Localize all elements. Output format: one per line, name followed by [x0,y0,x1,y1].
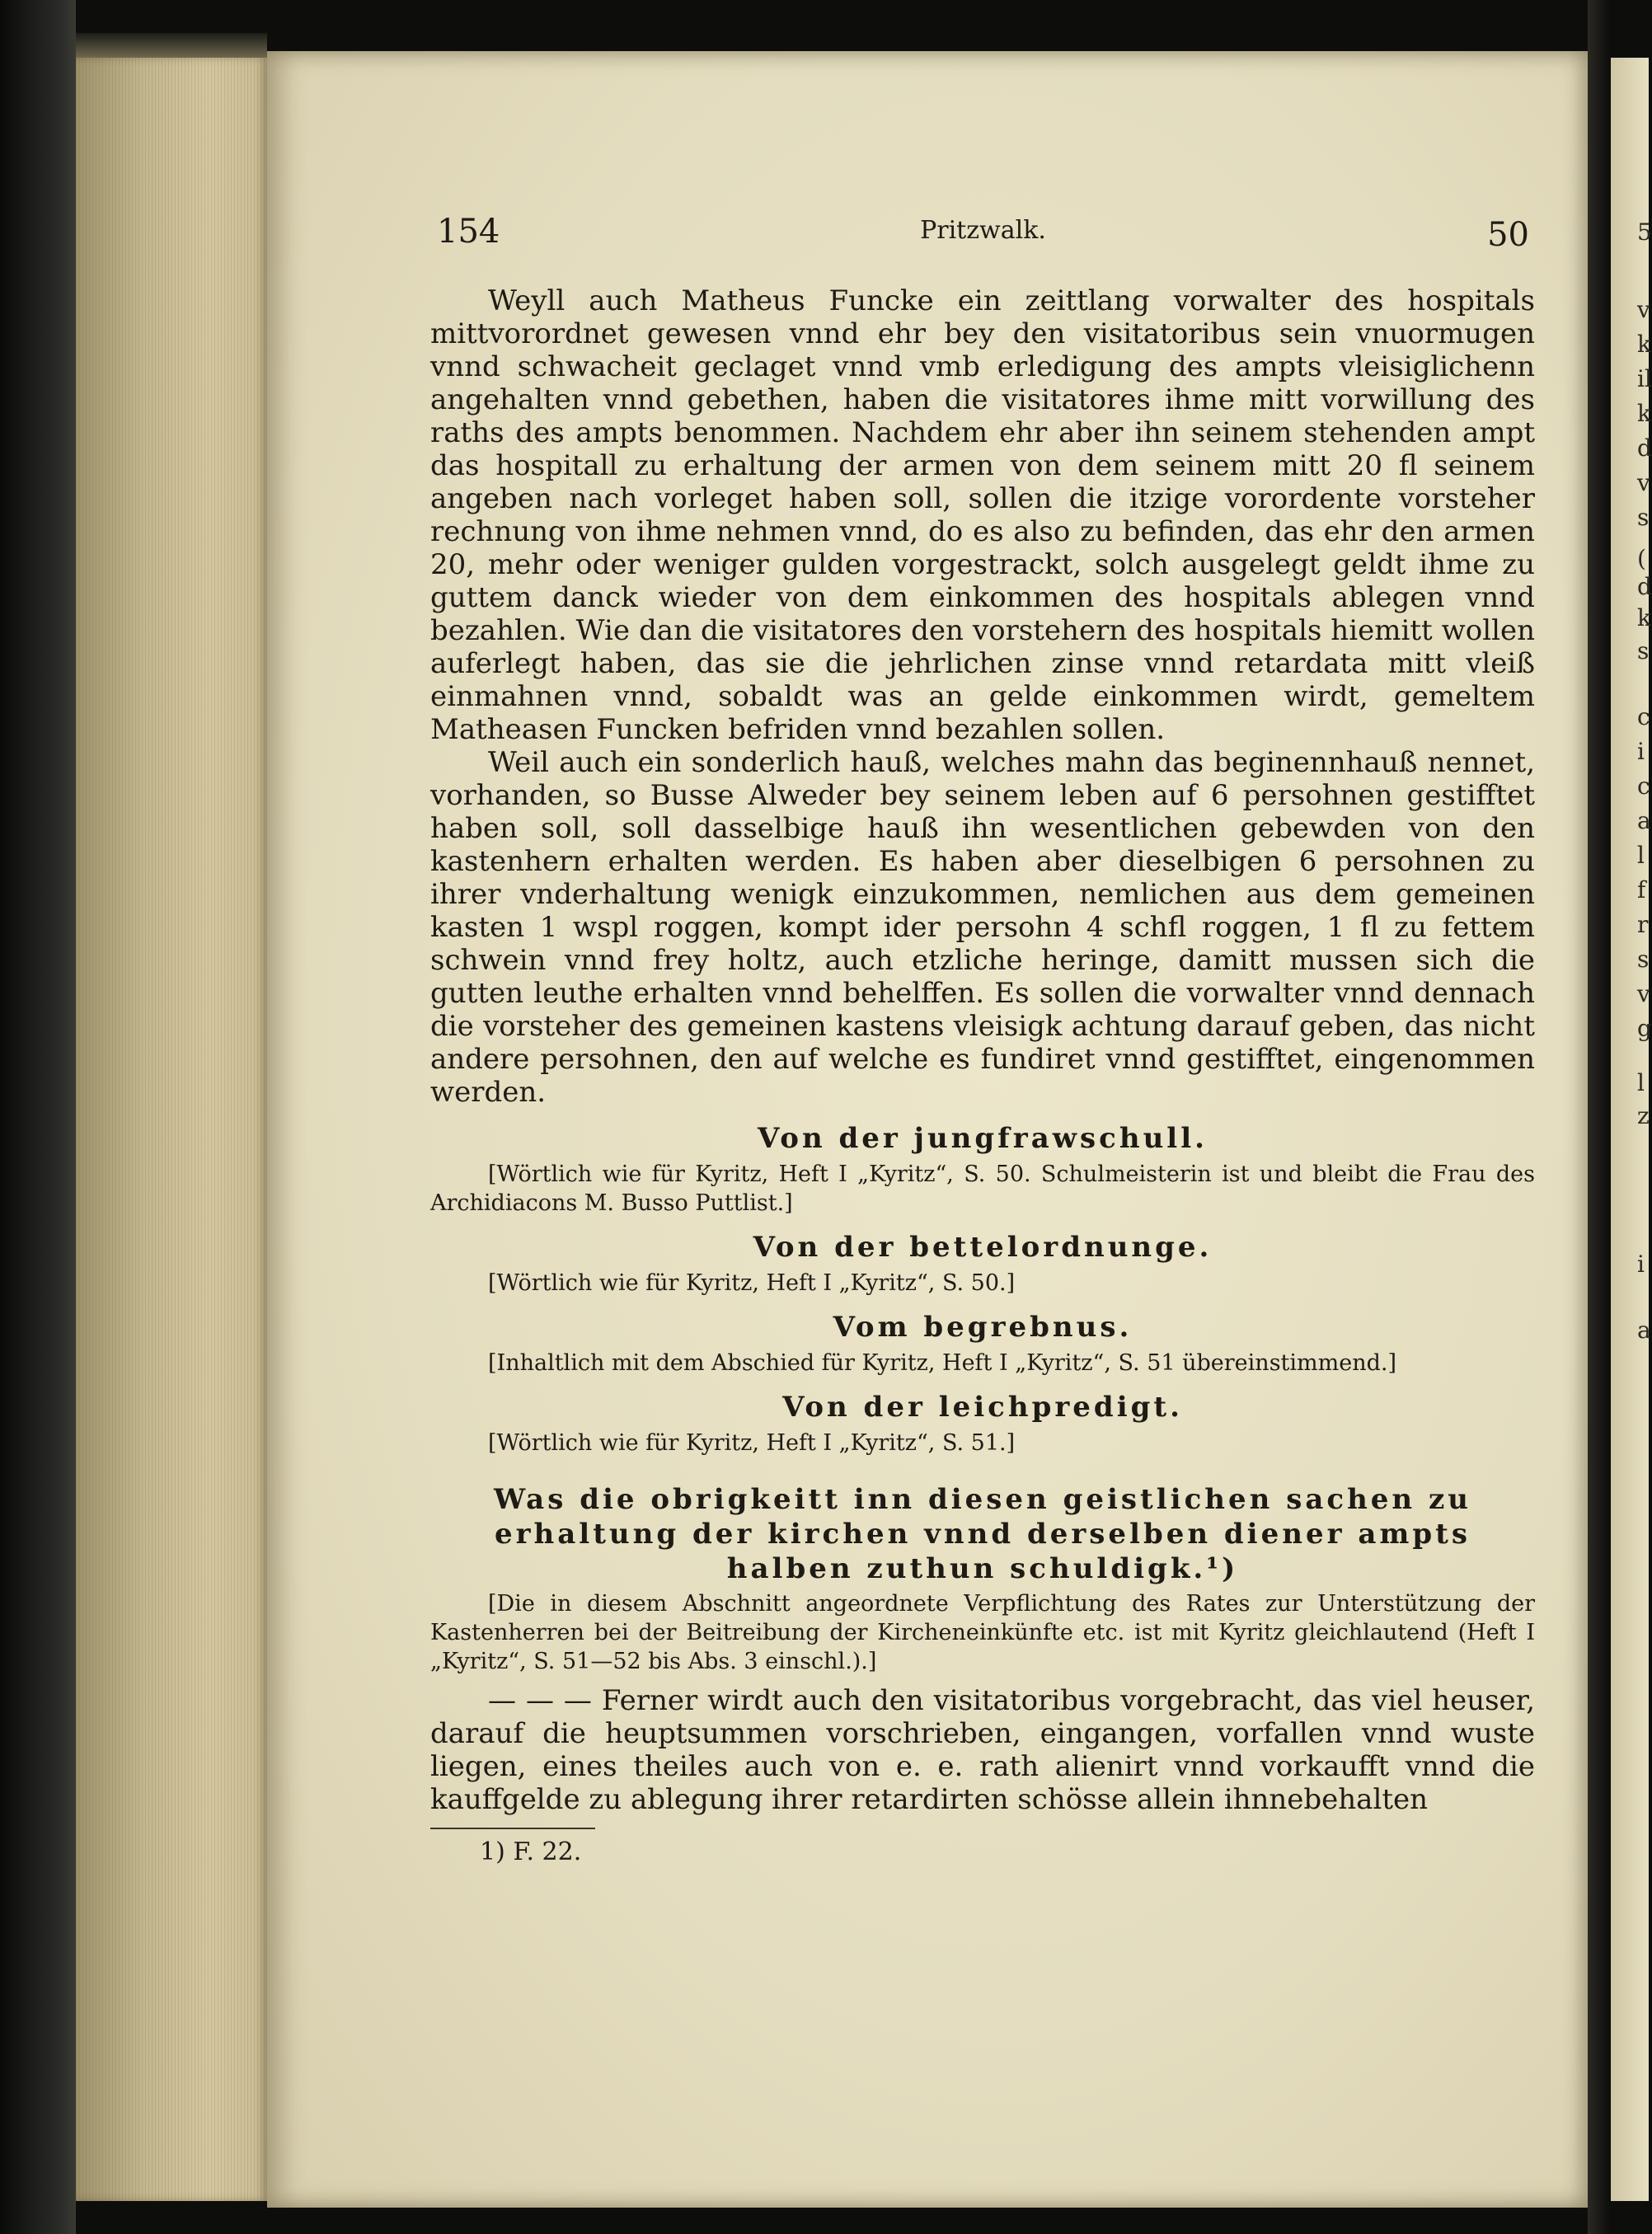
next-page-fragment: d [1637,573,1652,600]
next-page-fragment: c [1637,772,1650,800]
next-page-fragment: f [1637,876,1646,903]
next-page-fragment: i [1637,1251,1645,1278]
next-page-fragment: g [1637,1015,1652,1042]
editorial-note: [Inhaltlich mit dem Abschied für Kyritz, Heft I „Kyritz“, S. 51 übereinstimmend.] [488,1350,1397,1376]
page-header [437,213,1529,262]
section-heading: Von der jungfrawschull. [758,1122,1208,1155]
next-page-fragment: k [1637,331,1651,358]
next-page-fragment: k [1637,400,1651,427]
paragraph: Weyll auch Matheus Funcke ein zeittlang vorwalter des hospitals mittvorordnet gewesen vnnd ehr bey den visitatoribus sein vnuormugen vnnd schwacheit geclaget vnnd vmb erledigung des ampts vleisiglichenn angehalten vnnd gebethen, haben die visitatores ihme mitt vorwillung des raths des ampts benommen. Nachdem ehr aber ihn seinem stehenden ampt das hospitall zu erhaltung der armen von dem seinem mitt 20 fl seinem angeben nach vorleget haben soll, sollen die itzige vorordente vorsteher rechnung von ihme nehmen vnnd, do es also zu befinden, das ehr den armen 20, mehr oder weniger gulden vorgestrackt, solch ausgelegt geldt ihme zu guttem danck wieder von dem einkommen des hospitals ablegen vnnd bezahlen. Wie dan die visitatores den vorstehern des hospitals hiemitt wollen auferlegt haben, das sie die jehrlichen zinse vnnd retardata mitt vleiß einmahnen vnnd, sobaldt was an gelde einkommen wirdt, gemeltem Matheasen Funcken befriden vnnd bezahlen sollen. [430,284,1535,746]
editorial-note: [Wörtlich wie für Kyritz, Heft I „Kyritz“, S. 51.] [488,1430,1016,1456]
editorial-note: [Die in diesem Abschnitt angeordnete Verpflichtung des Rates zur Unterstützung der Kastenherren bei der Beitreibung der Kircheneinkünfte etc. ist mit Kyritz gleichlautend (Heft I „Kyritz“, S. 51—52 bis Abs. 3 einschl.).] [430,1591,1535,1674]
next-page-fragment: s [1637,504,1650,531]
next-page-fragment: s [1637,946,1650,973]
next-page-fragment: d [1637,434,1652,462]
footnote: 1) F. 22. [480,1837,582,1866]
next-page-fragment: 5 [1637,218,1652,246]
next-page-fragment: a [1637,1316,1651,1344]
paragraph: Weil auch ein sonderlich hauß, welches mahn das beginennhauß nennet, vorhanden, so Busse Alweder bey seinem leben auf 6 persohnen gestifftet haben soll, soll dasselbige hauß ihn wesentlichen gebewden von den kastenhern erhalten werden. Es haben aber dieselbigen 6 persohnen zu ihrer vnderhaltung wenigk einzukommen, nemlichen aus dem gemeinen kasten 1 wspl roggen, kompt ider persohn 4 schfl roggen, 1 fl zu fettem schwein vnnd frey holtz, auch etzliche heringe, damitt mussen sich die gutten leuthe erhalten vnnd behelffen. Es sollen die vorwalter vnnd dennach die vorsteher des gemeinen kastens vleisigk achtung darauf geben, das nicht andere persohnen, den auf welche es fundiret vnnd gestifftet, eingenommen werden. [430,746,1535,1109]
section-heading: Von der leichpredigt. [782,1391,1183,1424]
next-page-fragment: a [1637,807,1651,834]
editorial-note: [Wörtlich wie für Kyritz, Heft I „Kyritz“, S. 50. Schulmeisterin ist und bleibt die Frau des Archidiacons M. Busso Puttlist.] [430,1162,1535,1216]
page-number: 154 [437,213,500,251]
section-heading: Vom begrebnus. [833,1311,1133,1344]
next-page-fragment: v [1637,980,1650,1007]
editorial-note: [Wörtlich wie für Kyritz, Heft I „Kyritz“, S. 50.] [488,1270,1016,1296]
next-page-fragment: c [1637,703,1650,730]
book-gutter [1588,0,1611,2234]
next-page-fragment: il [1637,365,1652,392]
next-page-fragment: s [1637,637,1650,664]
book-binding [0,0,76,2234]
next-page-fragment: v [1637,469,1650,496]
page-edges [76,58,267,2201]
page-body [430,284,1535,1869]
section-number: 50 [1487,216,1529,254]
next-page-fragment: i [1637,738,1645,765]
section-heading: Von der bettelordnunge. [753,1231,1213,1264]
section-heading: Was die obrigkeitt inn diesen geistlichen sachen zu erhaltung der kirchen vnnd derselben diener ampts halben zuthun schuldigk.¹) [493,1483,1472,1585]
next-page-fragment: v [1637,296,1650,323]
next-page-fragment: z [1637,1102,1650,1129]
next-page-fragment: l [1637,1069,1645,1096]
next-page-fragment: l [1637,842,1645,869]
running-title: Pritzwalk. [920,216,1046,245]
next-page-fragment: r [1637,911,1649,938]
next-page-fragment: ( [1637,545,1646,572]
paragraph: — — — Ferner wirdt auch den visitatoribus vorgebracht, das viel heuser, darauf die heuptsummen vorschrieben, eingangen, vorfallen vnnd wuste liegen, eines theiles auch von e. e. rath alienirt vnnd vorkaufft vnnd die kauffgelde zu ablegung ihrer retardirten schösse allein ihnnebehalten [430,1684,1535,1816]
footnote-rule [430,1828,595,1829]
next-page-fragment: k [1637,604,1651,631]
